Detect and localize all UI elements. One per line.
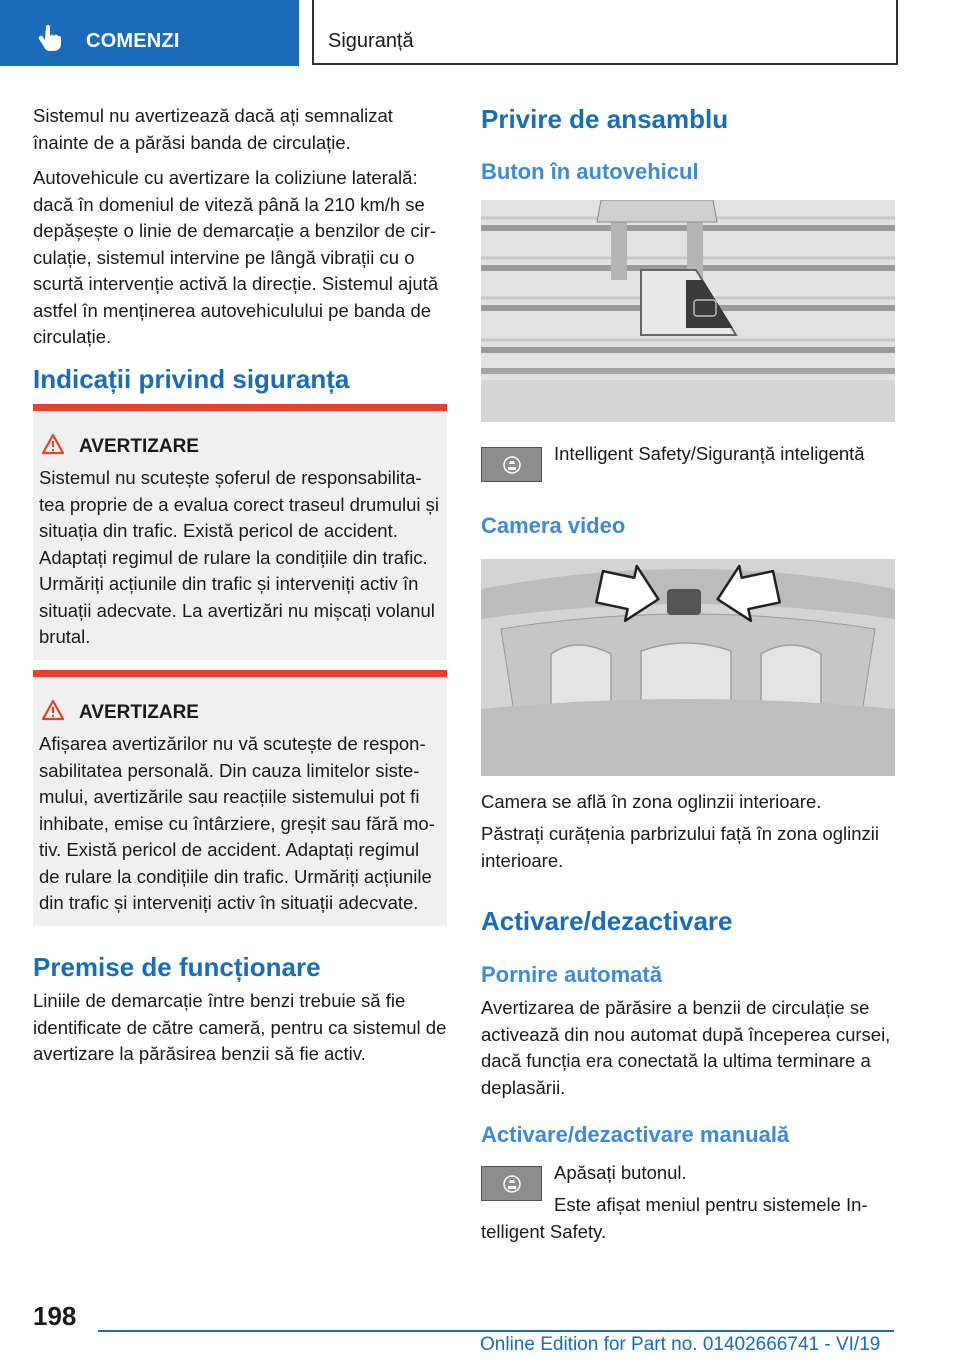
section-label: COMENZI [86,30,180,52]
warning-text: Sistemul nu scutește șoferul de responsabilitatea proprie de a evalua corect traseul drumului și situația din trafic. Există pericol de accident. Adaptați regimul de rulare la condițiile din trafic. Urmăriți acțiunile din trafic și interveniți activ în situații adecvate. La avertizări nu mișcați volanul brutal. [39,467,440,647]
paragraph: Camera se află în zona oglinzii interioare. [481,791,822,812]
left-intro [33,103,449,351]
button-caption: Intelligent Safety/Siguranță inteligentă [554,443,865,464]
warning-box [33,670,447,926]
chapter-title: Siguranță [328,30,414,52]
warning-triangle-icon [41,699,65,727]
paragraph: Liniile de demarcație între benzi trebuie să fie identificate de către cameră, pentru ca sistemul de avertizare la părăsirea benzii să fie activ. [33,990,447,1064]
warning-triangle-icon [41,433,65,461]
warning-heading [41,699,199,727]
warning-title: AVERTIZARE [79,436,199,457]
heading-activation: Activare/dezactivare [481,906,733,936]
paragraph: Păstrați curățenia parbrizului față în zona oglinzii interioare. [481,823,879,871]
hand-pointer-icon [38,24,64,57]
paragraph: Este afișat meniul pentru sistemele Intelligent Safety. [481,1194,868,1242]
button-illustration [481,200,895,422]
page-number: 198 [33,1301,77,1331]
footer-divider [98,1330,894,1332]
heading-camera: Camera video [481,513,626,538]
manual-p2 [481,1192,895,1245]
heading-manual: Activare/dezactivare manuală [481,1122,790,1147]
footer-edition: Online Edition for Part no. 01402666741 - VI/19 [480,1334,881,1355]
camera-illustration [481,559,895,776]
paragraph: Autovehicule cu avertizare la coliziune laterală: dacă în domeniul de viteză până la 210 km/h se depășește o linie de demarcație a benzilor de circulație, sistemul intervine pe lângă vibrații cu o scurtă intervenție activă la direcție. Sistemul ajută astfel în menținerea autovehiculului pe banda de circulație. [33,167,439,347]
heading-overview: Privire de ansamblu [481,104,729,134]
safety-button-icon [481,447,542,482]
section-tab[interactable] [0,0,299,66]
heading-safety: Indicații privind siguranța [33,364,350,394]
paragraph: Apăsați butonul. [554,1162,687,1183]
heading-auto: Pornire automată [481,962,662,987]
warning-heading [41,433,199,461]
chapter-header [312,0,898,65]
paragraph: Avertizarea de părăsire a benzii de circulație se activează din nou automat după începerea cursei, dacă funcția era conectată la ultima terminare a deplasării. [481,997,891,1098]
warning-box [33,404,447,660]
warning-title: AVERTIZARE [79,702,199,723]
paragraph: Sistemul nu avertizează dacă ați semnalizat înainte de a părăsi banda de circulație. [33,105,393,153]
warning-text: Afișarea avertizărilor nu vă scutește de responsabilitatea personală. Din cauza limitelor sistemului, avertizările sau reacțiile sistemului pot fi inhibate, emise cu întârziere, greșit sau fără motiv. Există pericol de accident. Adaptați regimul de rulare la condițiile din trafic. Urmăriți acțiunile din trafic și interveniți activ în situații adecvate. [39,733,435,913]
heading-premise: Premise de funcționare [33,952,321,982]
heading-button: Buton în autovehicul [481,159,699,184]
